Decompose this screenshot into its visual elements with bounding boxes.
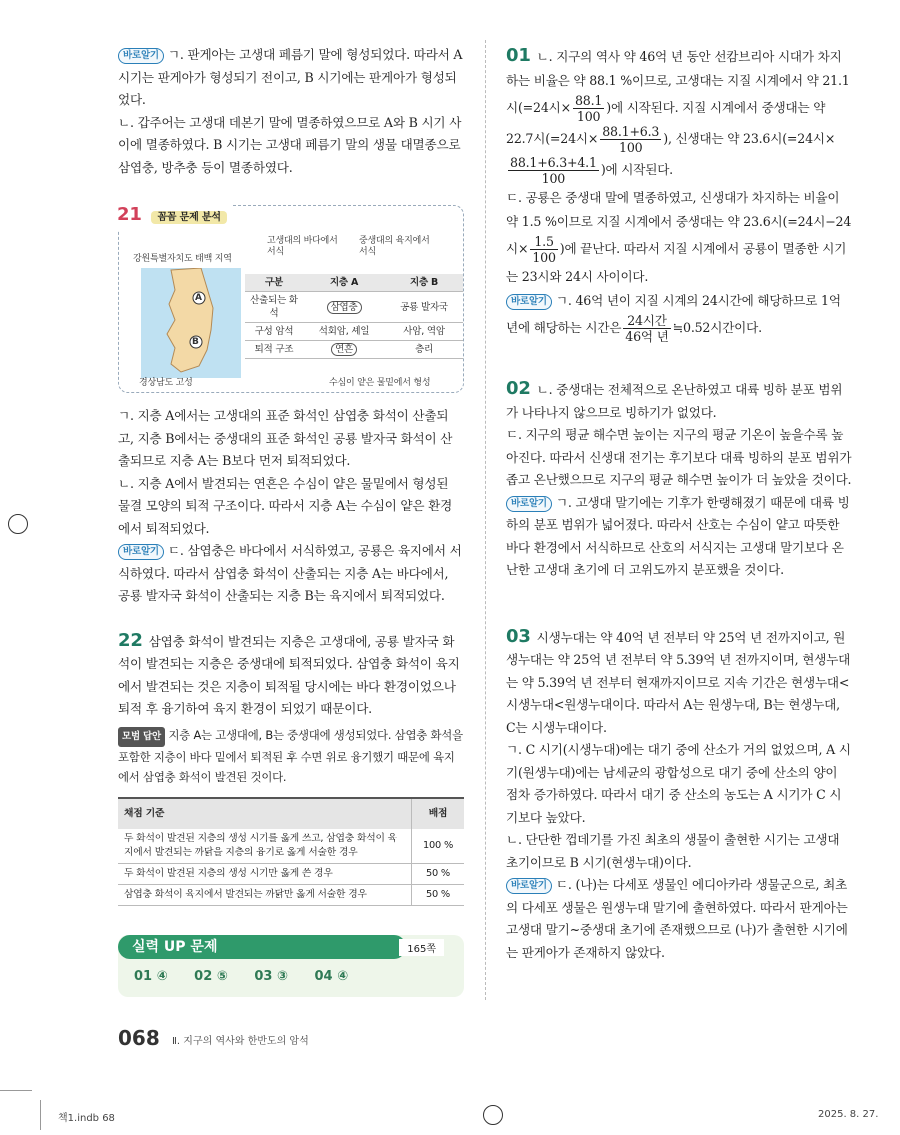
strata-table	[245, 274, 463, 359]
label-region-taebaek: 강원특별자치도 태백 지역	[133, 254, 232, 264]
q02-number: 02	[506, 378, 531, 399]
korea-map-svg	[141, 268, 241, 378]
table-row: 퇴적 구조 연흔 층리	[245, 341, 463, 359]
korea-map	[141, 268, 241, 378]
q22-text: 22 삼엽충 화석이 발견되는 지층은 고생대에, 공룡 발자국 화석이 발견되는 지층은 중생대에 퇴적되었다. 삼엽충 화석이 육지에서 발견되는 것은 지층이 퇴적될 당시에는 바다 환경이었으나 퇴적 후 융기하여 육지 환경이 되었기 때문이다.	[118, 629, 460, 716]
q21-figure-box	[118, 205, 464, 393]
page-number: 068	[118, 1026, 160, 1050]
q03-answer-b: ㄱ. C 시기(시생누대)에는 대기 중에 산소가 거의 없었으며, A 시기(원생누대)에는 남세균의 광합성으로 대기 중에 산소의 양이 점차 증가하였다. 따라서 대기 중 산소의 농도는 A 시기가 C 시기보다 높았다.	[506, 742, 851, 825]
q21-number: 21	[117, 204, 142, 225]
crop-line	[40, 1100, 41, 1130]
label-shallow-water: 수심이 얕은 물밑에서 형성	[329, 378, 431, 388]
table-row: 두 화석이 발견된 지층의 생성 시기만 옳게 쓴 경우 50 %	[118, 864, 464, 885]
right-column	[506, 44, 852, 964]
q01-answer-a: 01 ㄴ. 지구의 역사 약 46억 년 동안 선캄브리아 시대가 차지하는 비율은 약 88.1 %이므로, 고생대는 지질 시계에서 약 21.1시(=24시× $\frac{88.1}{100}$ )에 시작된다. 지질 시계에서 중생대는 약 22.7시(=24시× $\frac{88.1+6.3}{100}$ ), 신생대는 약 23.6시(=24시× $\frac{88.1+6.3+4.1}{100}$ )에 시작된다.	[506, 45, 850, 186]
left-column	[118, 44, 464, 906]
fraction: $\frac{1.5}{100}$	[532, 234, 556, 265]
answer-item: 03 ③	[254, 969, 288, 984]
q03-answer-a: 03 시생누대는 약 40억 년 전부터 약 25억 년 전까지이고, 원생누대는 약 25억 년 전부터 약 5.39억 년 전까지이며, 현생누대는 약 5.39억 년 전부터 현재까지이므로 지속 기간은 현생누대<시생누대<원생누대이다. 따라서 A는 원생누대, B는 현생누대, C는 시생누대이다.	[506, 625, 851, 735]
answer-item: 01 ④	[134, 969, 168, 984]
label-paleozoic-sea: 고생대의 바다에서 서식	[267, 236, 338, 257]
score-header: 배점	[412, 798, 465, 830]
scoring-table	[118, 797, 464, 907]
ripple-circled: 연흔	[331, 343, 357, 356]
crop-line	[0, 1090, 32, 1091]
q03-answer-d: 바로알기 ㄷ. (나)는 다세포 생물인 에디아카라 생물군으로, 최초의 다세포 생물은 원생누대 말기에 출현하였다. 따라서 판게아는 고생대 말기~중생대 초기에 존재했으므로 (나)가 출현한 시기에는 판게아가 존재하지 않았다.	[506, 877, 848, 960]
skill-up-box	[118, 935, 464, 997]
q21-answer-b: ㄴ. 지층 A에서 발견되는 연흔은 수심이 얕은 물밑에서 형성된 물결 모양의 퇴적 구조이다. 따라서 지층 A는 수심이 얕은 환경에서 퇴적되었다.	[118, 475, 453, 536]
print-date: 2025. 8. 27.	[818, 1109, 879, 1120]
table-row: 산출되는 화석 삼엽충 공룡 발자국	[245, 292, 463, 323]
barun-tag: 바로알기	[506, 878, 552, 894]
q01-answer-b: ㄷ. 공룡은 중생대 말에 멸종하였고, 신생대가 차지하는 비율이 약 1.5 %이므로 지질 시계에서 중생대는 약 23.6시(=24시−24시× $\frac{1.5}{100}$ )에 끝난다. 따라서 지질 시계에서 공룡이 멸종한 시기는 23시와 24시 사이이다.	[506, 190, 852, 284]
answer-item: 04 ④	[314, 969, 349, 984]
strata-header: 지층 A	[303, 274, 385, 292]
table-row: 구성 암석 석회암, 셰일 사암, 역암	[245, 323, 463, 341]
q03-number: 03	[506, 625, 531, 647]
file-label: 책1.indb 68	[58, 1113, 115, 1124]
left-block-2: ㄴ. 갑주어는 고생대 데본기 말에 멸종하였으므로 A와 B 시기 사이에 멸종하였다. B 시기는 고생대 페름기 말의 생물 대멸종으로 삼엽충, 방추충 등이 멸종하였다.	[118, 114, 462, 175]
skill-up-title: 실력 UP 문제	[118, 935, 406, 959]
q22-number: 22	[118, 629, 143, 651]
barun-tag: 바로알기	[118, 544, 164, 560]
q02-answer-c: 바로알기 ㄱ. 고생대 말기에는 기후가 한랭해졌기 때문에 대륙 빙하의 분포 범위가 넓어졌다. 따라서 산호는 수심이 얕고 따뜻한 바다 환경에서 서식하므로 산호의 서식지는 고생대 말기보다 온난한 고생대 초기에 더 고위도까지 분포했을 것이다.	[506, 494, 850, 577]
table-row: 두 화석이 발견된 지층의 생성 시기를 옳게 쓰고, 삼엽충 화석이 육지에서 발견되는 까닭을 지층의 융기로 옳게 서술한 경우 100 %	[118, 829, 464, 864]
q21-answer-c: 바로알기 ㄷ. 삼엽충은 바다에서 서식하였고, 공룡은 육지에서 서식하였다. 따라서 삼엽충 화석이 산출되는 지층 A는 바다에서, 공룡 발자국 화석이 산출되는 지층 B는 육지에서 퇴적되었다.	[118, 543, 462, 603]
registration-mark-icon	[8, 514, 28, 534]
q03-answer-c: ㄴ. 단단한 껍데기를 가진 최초의 생물이 출현한 시기는 고생대 초기이므로 B 시기(현생누대)이다.	[506, 832, 840, 870]
left-block-1: 바로알기 ㄱ. 판게아는 고생대 페름기 말에 형성되었다. 따라서 A 시기는 판게아가 형성되기 전이고, B 시기에는 판게아가 형성되었다.	[118, 47, 463, 107]
answer-item: 02 ⑤	[194, 969, 228, 984]
table-row: 삼엽충 화석이 육지에서 발견되는 까닭만 옳게 서술한 경우 50 %	[118, 885, 464, 906]
q02-answer-b: ㄷ. 지구의 평균 해수면 높이는 지구의 평균 기온이 높을수록 높아진다. 따라서 신생대 전기는 후기보다 대륙 빙하의 분포 범위가 좁고 온난했으므로 지구의 평균 해수면 높이가 더 높았을 것이다.	[506, 427, 852, 487]
map-mark-b: B	[192, 337, 199, 347]
fraction: $\frac{88.1+6.3}{100}$	[602, 124, 660, 155]
strata-header: 구분	[245, 274, 303, 292]
strata-header: 지층 B	[385, 274, 463, 292]
model-answer-tag: 모범 답안	[118, 727, 165, 747]
model-answer: 모범 답안 지층 A는 고생대에, B는 중생대에 생성되었다. 삼엽충 화석을 포함한 지층이 바다 밑에서 퇴적된 후 수면 위로 융기했기 때문에 육지에서 삼엽충 화석이 발견된 것이다.	[118, 727, 463, 784]
q21-answer-a: ㄱ. 지층 A에서는 고생대의 표준 화석인 삼엽충 화석이 산출되고, 지층 B에서는 중생대의 표준 화석인 공룡 발자국 화석이 산출되므로 지층 A는 B보다 먼저 퇴적되었다.	[118, 408, 453, 468]
barun-tag: 바로알기	[118, 48, 164, 64]
q01-number: 01	[506, 45, 531, 66]
score-header: 채점 기준	[118, 798, 412, 830]
barun-tag: 바로알기	[506, 496, 552, 512]
fraction: $\frac{\text{24시간}}{\text{46억 년}}$	[625, 313, 669, 344]
q02-answer-a: 02 ㄴ. 중생대는 전체적으로 온난하였고 대륙 빙하 분포 범위가 나타나지 않으므로 빙하기가 없었다.	[506, 378, 843, 420]
fraction: $\frac{88.1+6.3+4.1}{100}$	[510, 155, 597, 186]
fraction: $\frac{88.1}{100}$	[574, 93, 603, 124]
map-mark-a: A	[195, 293, 202, 303]
chapter-title: Ⅱ. 지구의 역사와 한반도의 암석	[172, 1036, 309, 1047]
analysis-label: 꼼꼼 문제 분석	[151, 211, 226, 224]
label-region-goseong: 경상남도 고성	[139, 378, 193, 388]
skill-up-page: 165쪽	[399, 939, 444, 956]
column-divider	[485, 40, 487, 1000]
barun-tag: 바로알기	[506, 294, 552, 310]
q01-answer-c: 바로알기 ㄱ. 46억 년이 지질 시계의 24시간에 해당하므로 1억 년에 해당하는 시간은 $\frac{\text{24시간}}{\text{46억 년}}$ ≒0.52시간이다.	[506, 293, 841, 344]
registration-mark-icon	[483, 1105, 503, 1125]
trilobite-circled: 삼엽충	[327, 301, 362, 314]
label-mesozoic-land: 중생대의 육지에서 서식	[359, 236, 430, 257]
